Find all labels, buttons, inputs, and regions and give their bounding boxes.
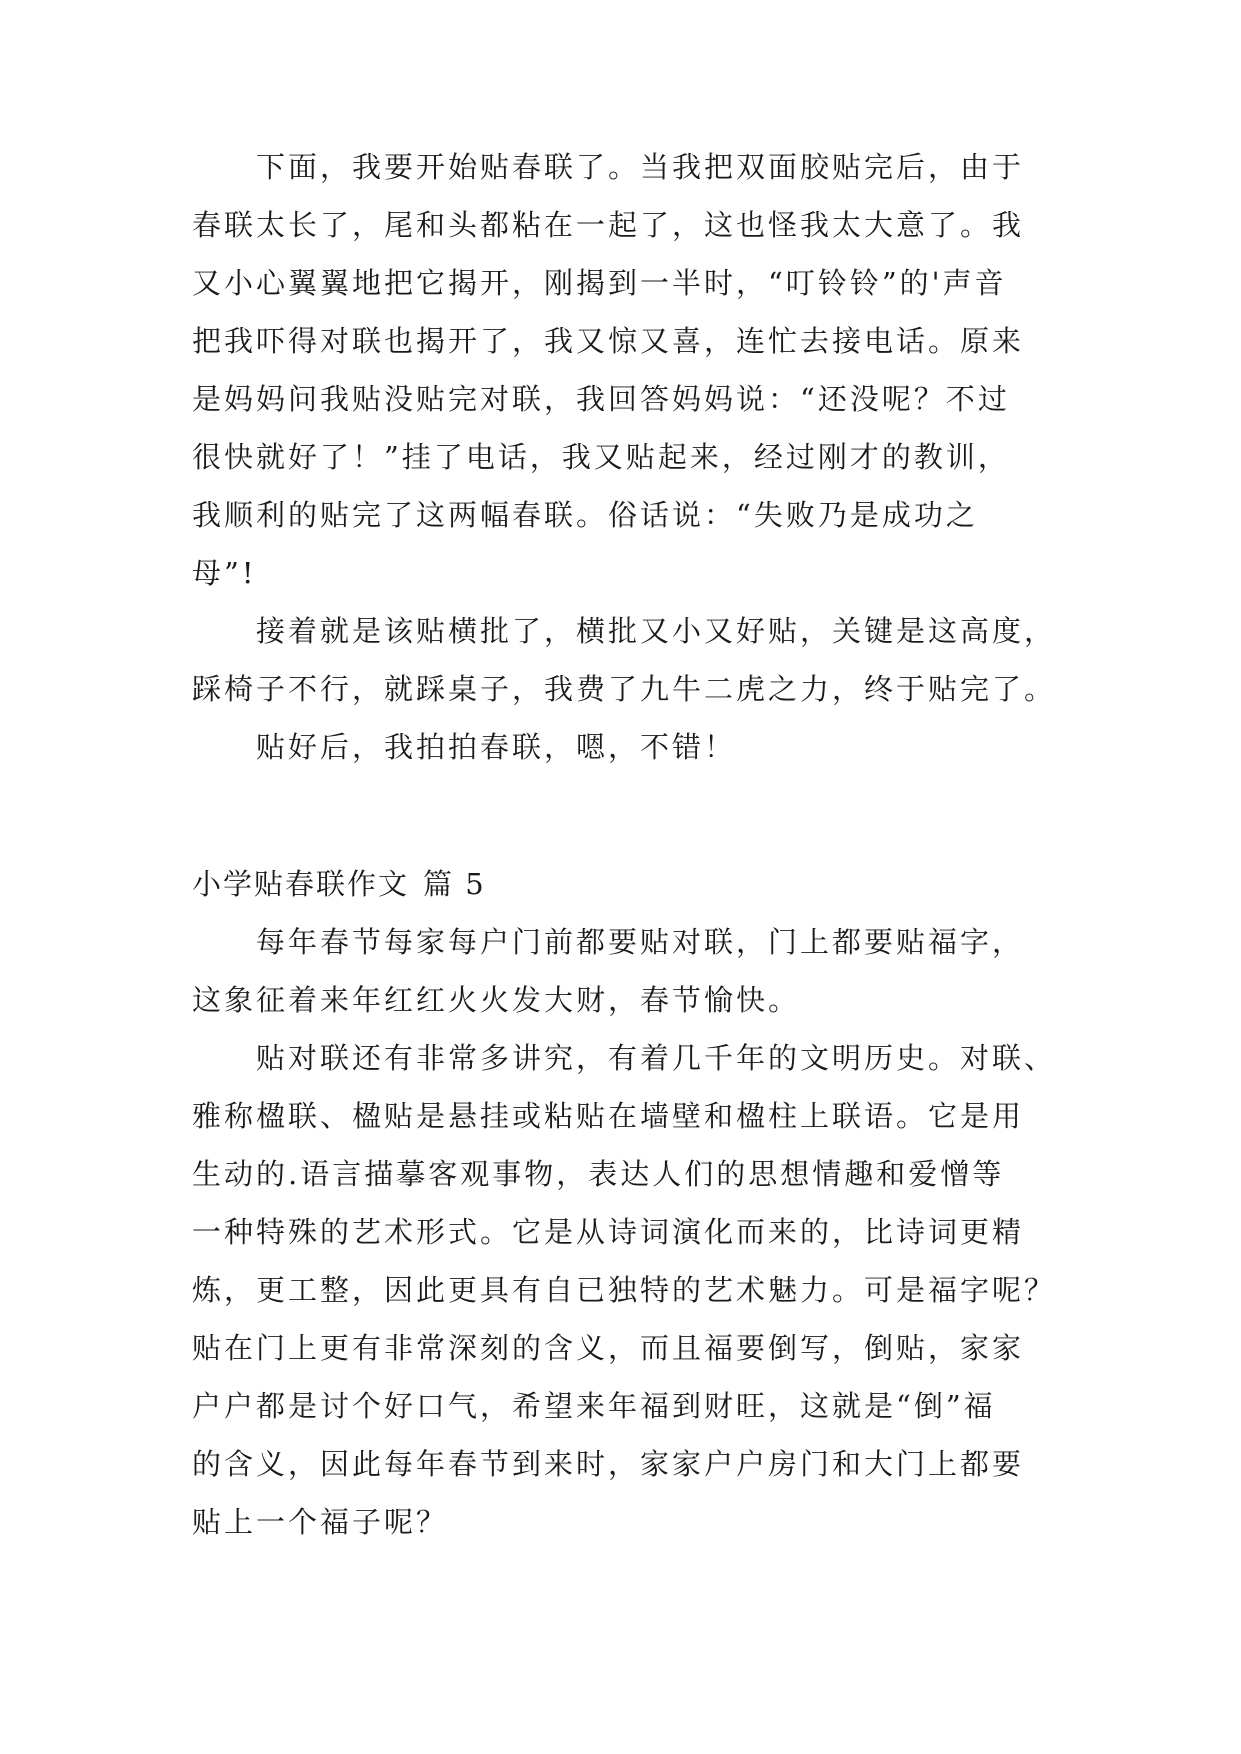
essay-5-text <box>192 913 1057 1551</box>
text-line: 生动的.语言描摹客观事物，表达人们的思想情趣和爱憎等 <box>192 1157 1005 1191</box>
text-line: 我顺利的贴完了这两幅春联。俗话说：“失败乃是成功之 <box>192 498 978 532</box>
text-line: 的含义，因此每年春节到来时，家家户户房门和大门上都要 <box>192 1447 1025 1481</box>
text-line: 母”! <box>192 556 257 590</box>
text-line: 又小心翼翼地把它揭开，刚揭到一半时，“叮铃铃”的'声音 <box>192 266 1007 300</box>
text-line: 一种特殊的艺术形式。它是从诗词演化而来的，比诗词更精 <box>192 1215 1025 1249</box>
text-line: 是妈妈问我贴没贴完对联，我回答妈妈说：“还没呢？不过 <box>192 382 1010 416</box>
text-line: 贴对联还有非常多讲究，有着几千年的文明历史。对联、 <box>192 1041 1057 1075</box>
text-line: 春联太长了，尾和头都粘在一起了，这也怪我太大意了。我 <box>192 208 1025 242</box>
text-line: 贴上一个福子呢？ <box>192 1505 449 1539</box>
section-heading <box>192 855 486 913</box>
text-line: 下面，我要开始贴春联了。当我把双面胶贴完后，由于 <box>192 150 1025 184</box>
essay-4-text <box>192 138 1057 776</box>
text-line: 贴好后，我拍拍春联，嗯，不错！ <box>192 730 737 764</box>
text-line: 每年春节每家每户门前都要贴对联，门上都要贴福字， <box>192 925 1025 959</box>
text-line: 户户都是讨个好口气，希望来年福到财旺，这就是“倒”福 <box>192 1389 996 1423</box>
text-line: 贴在门上更有非常深刻的含义，而且福要倒写，倒贴，家家 <box>192 1331 1025 1365</box>
text-line: 炼，更工整，因此更具有自已独特的艺术魅力。可是福字呢？ <box>192 1273 1057 1307</box>
section-number: 篇 5 <box>423 867 486 901</box>
text-line: 很快就好了！”挂了电话，我又贴起来，经过刚才的教训， <box>192 440 1010 474</box>
text-line: 接着就是该贴横批了，横批又小又好贴，关键是这高度， <box>192 614 1057 648</box>
text-line: 雅称楹联、楹贴是悬挂或粘贴在墙壁和楹柱上联语。它是用 <box>192 1099 1025 1133</box>
text-line: 踩椅子不行，就踩桌子，我费了九牛二虎之力，终于贴完了。 <box>192 672 1057 706</box>
text-line: 这象征着来年红红火火发大财，春节愉快。 <box>192 983 801 1017</box>
text-line: 把我吓得对联也揭开了，我又惊又喜，连忙去接电话。原来 <box>192 324 1025 358</box>
section-title: 小学贴春联作文 <box>192 867 410 901</box>
